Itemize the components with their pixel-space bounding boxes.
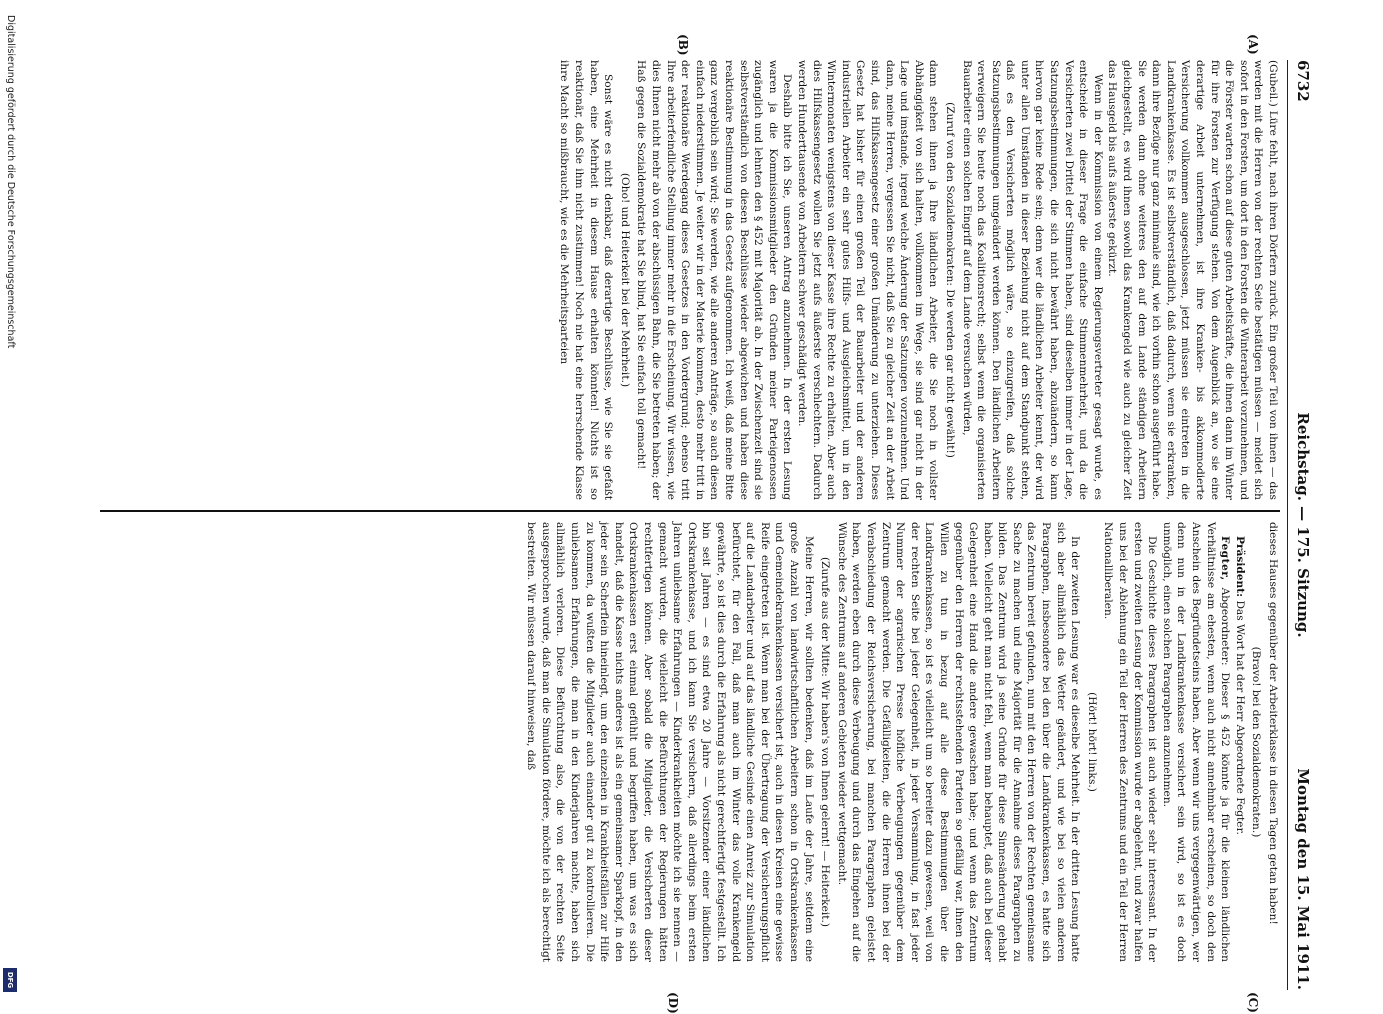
rotated-page-content	[60, 34, 1320, 1014]
paragraph	[1159, 522, 1232, 962]
margin-marker-b: (B)	[676, 34, 690, 56]
margin-marker-d: (D)	[666, 992, 680, 1014]
paragraph: In der zweiten Lesung war es dieselbe Mehrheit. In der dritten Lesung hatte sich aber allmählich das Wetter geändert, und wie bei so vielen anderen Paragraphen, insbesondere bei den über die Landkrankenkassen, es hatte sich das Zentrum bereit gefunden, nun mit den Herren von der Rechten gemeinsame Sache zu machen und eine Majorität für die Annahme dieses Paragraphen zu bilden. Das Zentrum wird ja seine Gründe für diese Sinnesänderung gehabt haben. Vielleicht geht man nicht fehl, wenn man behauptet, daß auch bei dieser Gelegenheit eine Hand die andere gewaschen habe; und wenn das Zentrum gegenüber den Herren der rechtsstehenden Parteien so gefällig war, ihnen den Willen zu tun in bezug auf alle diese Bestimmungen über die Landkrankenkassen, so ist es vielleicht um so bereiter dazu gewesen, weil von der rechten Seite bei jeder Gelegenheit, in jeder Versammlung, in fast jeder Nummer der agrarischen Presse höfliche Verbeugungen gegenüber dem Zentrum gemacht werden. Die Gefälligkeiten, die die Herren ihnen bei der Verabschiedung der Reichsversicherung, bei manchen Paragraphen geleistet haben, werden eben durch diese Verbeugung und durch das Eingehen auf die Wünsche des Zentrums auf anderen Gebieten wieder wettgemacht.	[835, 522, 1082, 962]
digitization-credit	[4, 15, 18, 975]
interjection: (Oho! und Heiterkeit bei der Mehrheit.)	[618, 172, 631, 388]
column-divider	[100, 510, 1280, 512]
speaker-name: Präsident:	[1233, 536, 1246, 598]
paragraph-text: Das Wort hat der Herr Abgeordnete Fegter.	[1233, 600, 1246, 835]
paragraph	[1232, 522, 1247, 962]
paragraph: Meine Herren, wir sollten bedenken, daß im Laufe der Jahre, seitdem eine große Anzahl von landwirtschaftlichen Arbeitern schon in Ortskrankenkassen und Gemeindekrankenkassen versichert ist, auch in diesen Kreisen eine gewisse Reife eingetreten ist. Wenn man bei der Übertragung der Versicherungspflicht auf die Landarbeiter und auf das ländliche Gesinde einen Anreiz zur Simulation befürchtet, für den Fall, daß man auch im Winter das volle Krankengeld gewährte, so ist dies durch die Erfahrung als nicht gerechtfertigt festgestellt. Ich bin seit Jahren — es sind etwa 20 Jahre — Vorsitzender einer ländlichen Ortskrankenkasse, und ich kann Sie versichern, daß allerdings beim ersten Jahren unliebsame Erfahrungen — Kinderkrankheiten möchte ich sie nennen — gemacht wurden, die vielleicht die Befürchtungen der Regierungen hätten rechtfertigen können. Aber sobald die Mitglieder, die Versicherten dieser Ortskrankenkassen erst einmal gefühlt und begriffen haben, um was es sich handelt, daß die Kasse nichts anderes ist als ein gemeinsamer Sparkopf, in den jeder sein Scherflein hineinlegt, um den einzelnen in Krankheitsfällen zur Hilfe zu kommen, da wußten die Mitglieder auch einander gut zu kontrollieren. Die unliebsamen Erfahrungen, die man in den Kinderjahren machte, haben sich allmählich verloren. Diese Befürchtung also, die von der rechten Seite ausgesprochen wurde, daß man die Simulation fördere, möchte ich als berechtigt bestreiten. Wir müssen darauf hinweisen, daß	[525, 522, 815, 962]
credit-text: Digitalisierung gefördert durch die Deutsche Forschungsgemeinschaft	[5, 15, 16, 349]
paragraph: Die Geschichte dieses Paragraphen ist auch wieder sehr interessant. In der ersten und zweiten Lesung der Kommission wurde er abgelehnt, und zwar halfen uns bei der Ablehnung ein Teil der Herren des Zentrums und ein Teil der Herren Nationalliberalen.	[1102, 522, 1159, 962]
paragraph: dieses Hauses gegenüber der Arbeiterklasse in diesen Tagen getan haben!	[1267, 522, 1279, 925]
page-title: Reichstag. — 175. Sitzung.	[1294, 412, 1312, 638]
session-date: Montag den 15. Mai 1911.	[1294, 768, 1312, 990]
header-rule	[1287, 60, 1288, 990]
margin-marker-a: (A)	[1246, 34, 1260, 55]
speaker-name: Fegter,	[1219, 536, 1232, 581]
page-number: 6732	[1294, 60, 1312, 102]
paragraph: Sonst wäre es nicht denkbar, daß derartige Beschlüsse, wie Sie sie gefaßt haben, eine Mehrheit in diesem Hause erhalten könnten! Nichts ist so reaktionär, daß Sie ihm nicht zustimmen! Noch nie hat eine herrschende Klasse ihre Macht so mißbraucht, wie es die Mehrheitsparteien	[558, 60, 615, 500]
paragraph: dann stehen ihnen ja Ihre ländlichen Arbeiter, die Sie noch in vollster Abhängigkeit von sich halten, vollkommen im Wege, sie sind gar nicht in der Lage und imstande, irgend welche Änderung der Satzungen vorzunehmen. Und dann, meine Herren, vergessen Sie nicht, daß Sie zu gleicher Zeit an der Arbeit sind, das Hilfskassengesetz einer großen Umänderung zu unterziehen. Dieses Gesetz hat bisher für einen großen Teil der Bauarbeiter und der anderen industriellen Arbeiter ein sehr gutes Hilfs- und Ausgleichsmittel, um in den Wintermonaten wenigstens von dieser Kasse ihre Rechte zu erhalten. Aber auch dies Hilfskassengesetz wollen Sie jetzt aufs äußerste verschlechtern. Dadurch werden Hunderttausende von Arbeitern schwer geschädigt werden.	[796, 60, 940, 500]
interjection: (Zuruf von den Sozialdemokraten: Die werden gar nicht gewählt!)	[943, 102, 956, 458]
interjection: (Hört! hört! links.)	[1085, 692, 1098, 792]
paragraph: Wenn in der Kommission von einem Regierungsvertreter gesagt wurde, es entscheide in dieser Frage die einfache Stimmenmehrheit, und da die Versicherten zwei Drittel der Stimmen haben, sind dieselben immer in der Lage, Satzungsbestimmungen, die sich nicht bewährt haben, abzuändern, so kann hiervon gar keine Rede sein; denn wer die ländlichen Arbeiter kennt, der wird unter allen Umständen in dieser Beziehung nicht auf dem Standpunkt stehen, daß es den Versicherten möglich wäre, so einzugreifen, daß solche Satzungsbestimmungen umgeändert werden können. Den ländlichen Arbeitern verweigern Sie heute noch das Koalitionsrecht; selbst wenn die organisierten Bauarbeiter einen solchen Eingriff auf dem Lande versuchen würden,	[960, 60, 1104, 500]
interjection: (Bravo! bei den Sozialdemokraten.)	[1250, 646, 1263, 838]
interjection: (Zurufe aus der Mitte: Wir haben's von Ihnen gelernt! — Heiterkeit.)	[819, 557, 832, 927]
left-column	[80, 60, 1280, 500]
right-column	[80, 522, 1280, 962]
paragraph: Deshalb bitte ich Sie, unseren Antrag anzunehmen. In der ersten Lesung waren ja die Kommissionsmitglieder den Gründen meiner Parteigenossen zugänglich und lehnten den § 452 mit Majorität ab. In der Zwischenzeit sind sie selbstverständlich von diesen Beschlüsse wieder abgewichen und haben diese reaktionäre Bestimmung in das Gesetz aufgenommen. Ich weiß, daß meine Bitte ganz vergeblich sein wird; Sie werden, wie alle anderen Anträge, so auch diesen einfach niederstimmen. Je weiter wir in der Materie kommen, desto mehr tritt in der reaktionäre Werdegang dieses Gesetzes in den Vordergrund; ebenso tritt Ihre arbeiterfeindliche Stellung immer mehr in die Erscheinung. Wir wissen, wie dies Ihnen nicht mehr ab von der abschüssigen Bahn, die Sie betreten haben; der Haß gegen die Sozialdemokratie hat Sie blind, hat Sie einfach toll gemacht!	[635, 60, 794, 500]
dfg-logo: DFG	[3, 968, 17, 992]
page-header	[1288, 60, 1320, 990]
margin-marker-c: (C)	[1246, 992, 1260, 1013]
paragraph: (Gubeil.) Lüre fehlt, nach ihren Dörfern zurück. Ein großer Teil von ihnen — das werden mit die Herren von der rechten Seite bestätigen müssen — meldet sich sofort in den Forsten, um dort in den Forsten die Winterarbeit vorzunehmen, und die Förster warten schon auf diese guten Arbeitskräfte, die ihnen dann im Winter für ihre Forsten zur Verfügung stehen. Von dem Augenblick an, wo sie eine derartige Arbeit unternehmen, ist ihre Kranken- bis akkommodierte Versicherung vollkommen ausgeschlossen, jetzt müssen sie eintreten in die Landkrankenkasse. Es ist selbstverständlich, daß dadurch, wenn sie erkranken, dann ihre Bezüge nur ganz minimale sind, wie ich vorhin schon ausgeführt habe. Sie werden dann ohne weiteres den auf dem Lande ständigen Arbeitern gleichgestellt, es wird ihnen sowohl das Krankengeld wie auch zu gleicher Zeit das Hausgeld bis aufs äußerste gekürzt.	[1106, 60, 1279, 500]
paragraph-text: Abgeordneter: Dieser § 452 könnte ja für die kleinen ländlichen Verhältnisse am ehesten, wenn auch nicht annehmbar erscheinen, so doch den Anschein des Begründetseins haben. Aber wenn wir uns vergegenwärtigen, wer denn nun in der Landkrankenkasse versichert sein wird, so ist es doch unmöglich, einen solchen Paragraphen anzunehmen.	[1160, 522, 1232, 962]
